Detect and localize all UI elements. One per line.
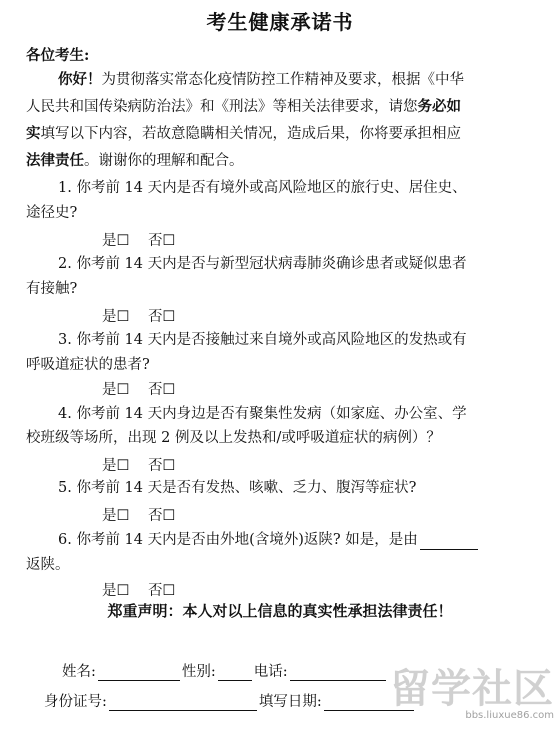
info-row-1 [62, 660, 388, 681]
question-6-no-checkbox[interactable]: 否☐ [147, 583, 176, 599]
gender-label: 性别: [181, 664, 216, 680]
question-6-answer [102, 579, 175, 600]
question-4-yes-checkbox[interactable]: 是☐ [102, 458, 130, 474]
question-1-line-2: 途径史? [26, 205, 78, 221]
watermark-logo: 留学社区 [390, 666, 554, 712]
phone-field[interactable] [290, 664, 386, 681]
document-title: 考生健康承诺书 [206, 10, 354, 34]
intro-line-1 [58, 70, 538, 90]
info-row-2 [44, 690, 416, 711]
question-6-line-2: 返陕。 [26, 557, 70, 573]
question-2-line-2: 有接触? [26, 281, 78, 297]
watermark-url: bbs.liuxue86.com [465, 710, 554, 721]
id-number-field[interactable] [109, 694, 257, 711]
intro-text-1: 为贯彻落实常态化疫情防控工作精神及要求，根据《中华 [101, 72, 464, 88]
question-5-yes-checkbox[interactable]: 是☐ [102, 508, 130, 524]
phone-label: 电话: [253, 664, 288, 680]
origin-blank[interactable] [420, 533, 478, 550]
salutation: 各位考生: [26, 47, 90, 64]
question-3-line-1: 3. 你考前 14 天内是否接触过来自境外或高风险地区的发热或有 [58, 332, 467, 348]
question-2-line-1: 2. 你考前 14 天内是否与新型冠状病毒肺炎确诊患者或疑似患者 [58, 256, 467, 272]
question-6-yes-checkbox[interactable]: 是☐ [102, 583, 130, 599]
question-2-yes-checkbox[interactable]: 是☐ [102, 309, 130, 325]
question-2-answer [102, 305, 175, 326]
question-3-answer [102, 378, 175, 399]
question-1-line-1: 1. 你考前 14 天内是否有境外或高风险地区的旅行史、居住史、 [58, 180, 467, 196]
question-5-no-checkbox[interactable]: 否☐ [147, 508, 176, 524]
question-4-line-2: 校班级等场所，出现 2 例及以上发热和/或呼吸道症状的病例）？ [26, 430, 441, 446]
id-number-label: 身份证号: [44, 694, 107, 710]
date-label: 填写日期: [258, 694, 322, 710]
question-1-answer [102, 229, 175, 250]
question-1-yes-checkbox[interactable]: 是☐ [102, 233, 130, 249]
gender-field[interactable] [218, 664, 252, 681]
question-3-no-checkbox[interactable]: 否☐ [147, 382, 176, 398]
question-6-text: 6. 你考前 14 天内是否由外地(含境外)返陕? 如是，是由 [58, 532, 418, 548]
intro-line-3 [26, 124, 536, 144]
question-5-answer [102, 504, 175, 525]
question-4-line-1: 4. 你考前 14 天内身边是否有聚集性发病（如家庭、办公室、学 [58, 406, 467, 422]
intro-emphasis-2: 务必如 [417, 98, 461, 115]
question-6-line-1 [58, 530, 560, 550]
intro-emphasis-4: 法律责任 [26, 152, 84, 169]
intro-line-4 [26, 151, 536, 171]
name-field[interactable] [98, 664, 180, 681]
question-4-no-checkbox[interactable]: 否☐ [147, 458, 176, 474]
intro-text-4: 。谢谢你的理解和配合。 [84, 153, 244, 169]
site-watermark [390, 657, 554, 721]
question-2-no-checkbox[interactable]: 否☐ [147, 309, 176, 325]
intro-text-2: 人民共和国传染病防治法》和《刑法》等相关法律要求，请您 [26, 99, 418, 115]
name-label: 姓名: [62, 664, 96, 680]
question-3-yes-checkbox[interactable]: 是☐ [102, 382, 130, 398]
question-1-no-checkbox[interactable]: 否☐ [147, 233, 176, 249]
question-4-answer [102, 454, 175, 475]
question-5-line-1: 5. 你考前 14 天是否有发热、咳嗽、乏力、腹泻等症状? [58, 480, 417, 496]
question-3-line-2: 呼吸道症状的患者? [26, 357, 150, 373]
intro-line-2 [26, 97, 536, 117]
declaration-statement: 郑重声明：本人对以上信息的真实性承担法律责任！ [107, 602, 453, 620]
greeting: 你好！ [58, 71, 102, 88]
intro-emphasis-3: 实 [26, 125, 41, 142]
intro-text-3: 填写以下内容，若故意隐瞒相关情况，造成后果，你将要承担相应 [40, 126, 461, 142]
